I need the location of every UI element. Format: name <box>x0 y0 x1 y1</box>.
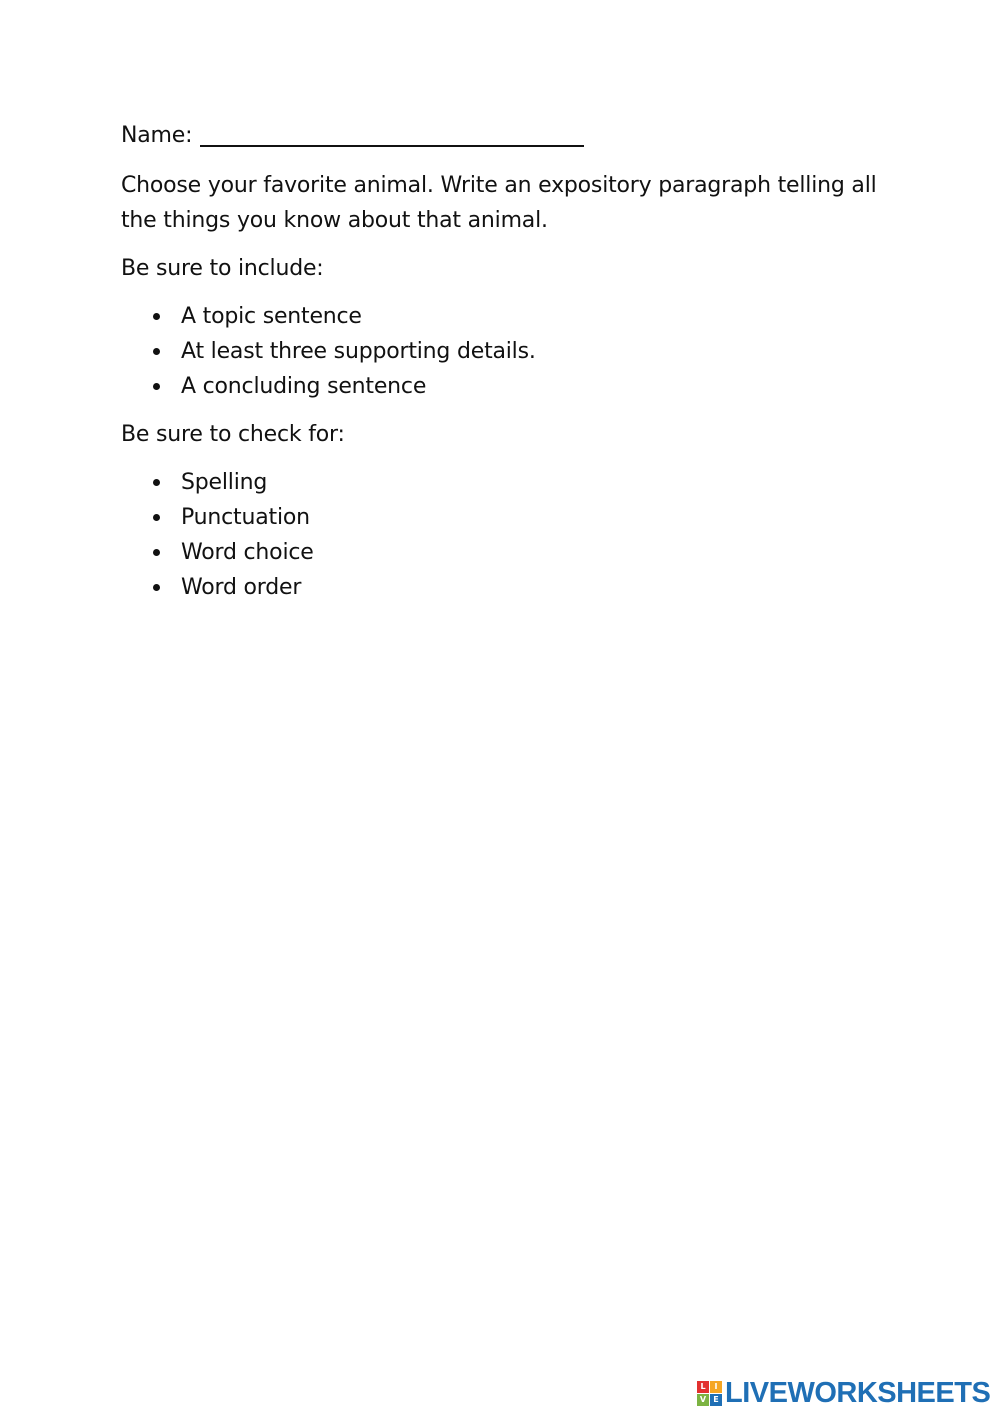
bullet-icon <box>153 479 160 486</box>
worksheet-content <box>121 118 881 618</box>
list-item <box>151 299 881 334</box>
list-item <box>151 334 881 369</box>
logo-mark-letter: L <box>697 1381 709 1393</box>
bullet-icon <box>153 348 160 355</box>
list-item-text: Spelling <box>181 470 268 495</box>
list-item <box>151 535 881 570</box>
instructions-paragraph: Choose your favorite animal. Write an expository paragraph telling all the things you know about that animal. <box>121 173 877 233</box>
logo-text: LIVEWORKSHEETS <box>725 1376 991 1409</box>
logo-mark-icon <box>697 1381 722 1406</box>
liveworksheets-logo[interactable] <box>697 1378 990 1408</box>
list-item-text: A concluding sentence <box>181 374 427 399</box>
list-item-text: Word choice <box>181 540 314 565</box>
include-list <box>121 299 881 404</box>
bullet-icon <box>153 584 160 591</box>
bullet-icon <box>153 514 160 521</box>
list-item <box>151 570 881 605</box>
logo-mark-letter: V <box>697 1394 709 1406</box>
check-list <box>121 465 881 605</box>
list-item-text: At least three supporting details. <box>181 339 536 364</box>
check-heading: Be sure to check for: <box>121 422 345 447</box>
bullet-icon <box>153 549 160 556</box>
bullet-icon <box>153 313 160 320</box>
list-item-text: Word order <box>181 575 302 600</box>
list-item <box>151 500 881 535</box>
name-row <box>121 118 881 153</box>
bullet-icon <box>153 383 160 390</box>
include-heading: Be sure to include: <box>121 256 324 281</box>
list-item <box>151 369 881 404</box>
list-item-text: Punctuation <box>181 505 310 530</box>
name-blank-line[interactable] <box>200 122 584 147</box>
name-label: Name: <box>121 123 193 148</box>
list-item-text: A topic sentence <box>181 304 362 329</box>
list-item <box>151 465 881 500</box>
logo-mark-letter: E <box>710 1394 722 1406</box>
logo-mark-letter: I <box>710 1381 722 1393</box>
